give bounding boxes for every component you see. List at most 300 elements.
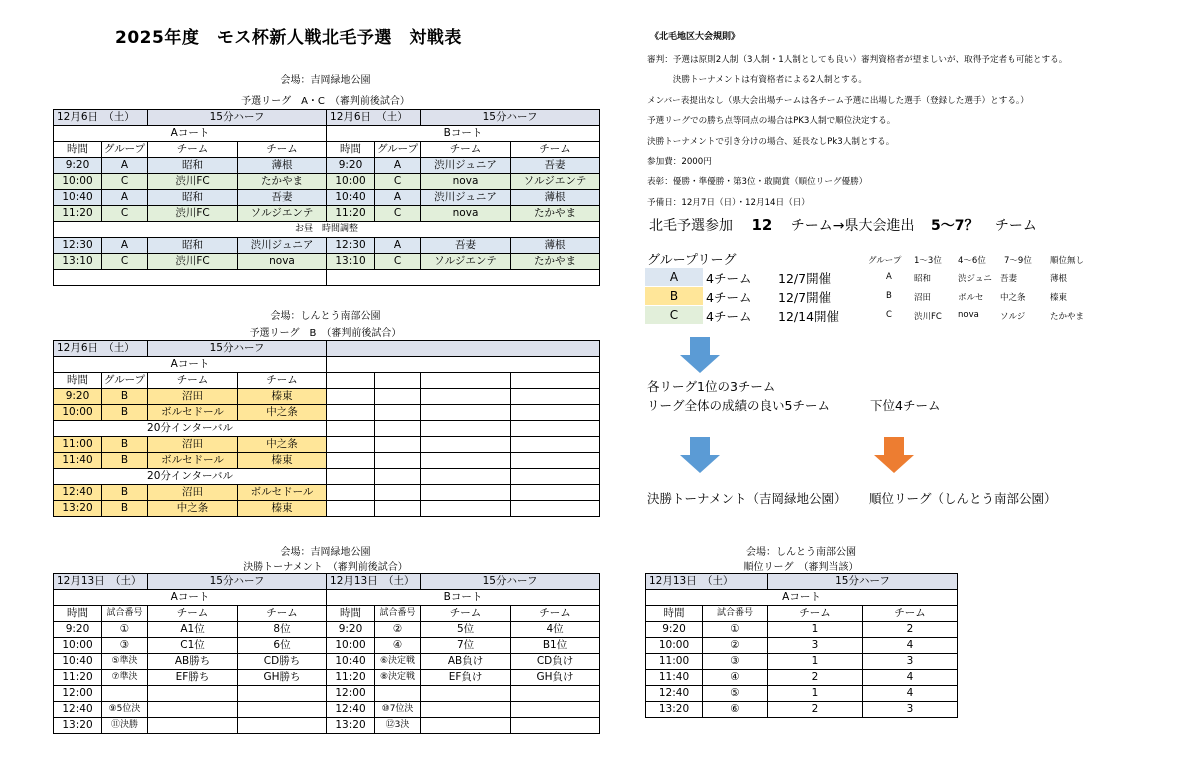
table-cell: nova [421,174,511,190]
table-cell: 試合番号 [375,606,421,622]
table-cell: 4 [863,670,958,686]
table-cell: 渋川FC [148,174,238,190]
table-cell: 6位 [238,638,327,654]
table-cell: 渋川FC [148,254,238,270]
table-cell: 8位 [238,622,327,638]
table-cell: チーム [148,142,238,158]
table-row [54,501,600,517]
column-header-row [54,142,600,158]
table-cell: ② [375,622,421,638]
table-cell: 3 [768,638,863,654]
table-cell: ボルセドール [238,485,327,501]
table-cell: CD負け [511,654,600,670]
rule-line: 審判：予選は原則2人制（3人制・1人制としても良い）審判資格者が望ましいが、取得予定者も可能とする。 [647,55,1068,65]
table-cell: 12:40 [646,686,703,702]
table-cell: 12月13日 （土） [646,574,768,590]
table-cell: 時間 [54,373,102,389]
table-cell: 10:00 [54,405,102,421]
table-cell: 2 [768,670,863,686]
table-cell: 昭和 [148,190,238,206]
qualifier-range: 5〜7？ [930,218,979,234]
table-row [54,190,600,206]
table-cell [148,702,238,718]
table-cell: チーム [863,606,958,622]
table-cell: 13:20 [327,718,375,734]
table-row [54,238,600,254]
table-cell: ③ [703,654,768,670]
table-cell: ⑤準決 [102,654,148,670]
table-cell: ⑥決定戦 [375,654,421,670]
table-row [54,622,600,638]
table-cell [375,405,421,421]
table-cell [148,718,238,734]
table-cell: チーム [768,606,863,622]
table-cell: 3 [863,702,958,718]
table-cell: 10:00 [327,174,375,190]
table-cell: 10:00 [54,174,102,190]
rule-line: 予選リーグでの勝ち点等同点の場合はPK3人制で順位決定する。 [647,116,896,127]
table-cell [327,270,600,286]
table-cell: 15分ハーフ [421,110,600,126]
table-cell [511,437,600,453]
table-row [54,453,600,469]
table-cell [421,437,511,453]
table-cell: ソルジエンテ [421,254,511,270]
table-cell [511,405,600,421]
table-cell: C [102,254,148,270]
table-cell: 沼田 [148,389,238,405]
table-cell: 時間 [327,142,375,158]
participation-summary: 北毛予選参加 12 チーム→県大会進出 5〜7？ チーム [649,216,1037,234]
table-cell [511,501,600,517]
table-cell [375,421,421,437]
table-cell [511,718,600,734]
lunch-break-label: お昼 時間調整 [54,222,600,238]
down-arrow-icon [680,437,720,473]
venue-label: 会場：吉岡緑地公園 [280,75,371,86]
table-cell: A1位 [148,622,238,638]
table-cell: 13:10 [54,254,102,270]
table-cell: チーム [148,606,238,622]
table-cell: 中之条 [148,501,238,517]
table-cell: B [102,405,148,421]
table-cell: GH負け [511,670,600,686]
table-cell [421,702,511,718]
table-cell [375,389,421,405]
table-row [54,270,600,286]
table-cell: ⑩7位決 [375,702,421,718]
table-cell: グループ [375,142,421,158]
table-row [54,437,600,453]
table-row [646,670,958,686]
table-cell: 10:00 [54,638,102,654]
table-cell: ソルジエンテ [511,174,600,190]
table-row [54,718,600,734]
table-cell: 11:40 [646,670,703,686]
table-cell: 1 [768,654,863,670]
flow-line-2: リーグ全体の成績の良い5チーム [647,398,830,413]
flow-line-1: 各リーグ1位の3チーム [647,379,776,394]
table-cell: ③ [102,638,148,654]
table-row [54,638,600,654]
table-cell: 9:20 [54,622,102,638]
table-cell: 中之条 [238,437,327,453]
table-cell: B [102,485,148,501]
table-cell: たかやま [511,254,600,270]
table-cell: ⑧決定戦 [375,670,421,686]
table-row [646,638,958,654]
table-cell: 試合番号 [102,606,148,622]
table-cell: 薄根 [238,158,327,174]
table-cell [375,469,421,485]
table-cell: 4 [863,638,958,654]
table-cell: B [102,437,148,453]
table-cell: 11:20 [54,206,102,222]
table-cell [421,373,511,389]
down-arrow-icon [874,437,914,473]
schedule-table-b [53,340,600,517]
table-cell: nova [421,206,511,222]
table-row [646,654,958,670]
table-cell: チーム [511,142,600,158]
table-cell [375,485,421,501]
table-cell [511,453,600,469]
table-cell: 中之条 [238,405,327,421]
table-cell: 10:40 [54,190,102,206]
table-cell [421,389,511,405]
table-cell [421,718,511,734]
table-row [646,702,958,718]
rule-line: 参加費：2000円 [647,157,712,168]
table-cell: 吾妻 [238,190,327,206]
table-cell: ① [102,622,148,638]
table-row [54,405,600,421]
table-cell [148,686,238,702]
table-cell: ボルセドール [148,405,238,421]
table-row [54,686,600,702]
table-cell: ⑥ [703,702,768,718]
table-cell: 15分ハーフ [148,574,327,590]
table-cell: C1位 [148,638,238,654]
table-cell: C [102,174,148,190]
table-cell [102,686,148,702]
league-label: 決勝トーナメント （審判前後試合） [243,562,408,573]
table-cell [327,389,375,405]
table-cell: 時間 [54,606,102,622]
table-cell: 12月6日 （土） [54,110,148,126]
table-cell: 13:20 [646,702,703,718]
table-cell: 榛東 [238,501,327,517]
rule-line: 予備日：12月7日（日）・12月14日（日） [647,197,810,208]
schedule-table-ac [53,109,600,286]
table-cell: チーム [238,373,327,389]
table-cell: 9:20 [54,158,102,174]
table-cell: 12:00 [54,686,102,702]
table-cell [421,686,511,702]
final-tournament-label: 決勝トーナメント（吉岡緑地公園） [647,491,847,506]
table-row [54,254,600,270]
court-a-label: Aコート [54,357,327,373]
table-row [54,174,600,190]
table-cell: ボルセドール [148,453,238,469]
table-cell [327,341,600,357]
table-cell: 11:00 [646,654,703,670]
table-cell: EF勝ち [148,670,238,686]
rules-heading: 《北毛地区大会規則》 [650,32,741,42]
table-cell: 4 [863,686,958,702]
table-cell [511,485,600,501]
table-cell [327,405,375,421]
table-cell: 沼田 [148,437,238,453]
table-cell: 9:20 [327,158,375,174]
table-row [54,158,600,174]
rule-line: 表彰：優勝・準優勝・第3位・敢闘賞（順位リーグ優勝） [647,177,868,188]
table-cell: 沼田 [148,485,238,501]
table-cell: 薄根 [511,190,600,206]
rule-line: メンバー表提出なし（県大会出場チームは各チーム予選に出場した選手（登録した選手）とする。） [647,95,1029,106]
table-cell: 渋川FC [148,206,238,222]
ranking-league-table [645,573,958,718]
table-cell: 10:40 [327,654,375,670]
table-cell: 9:20 [327,622,375,638]
court-a-label: Aコート [54,590,327,606]
venue-label: 会場：しんとう南部公園 [270,311,381,322]
table-cell: 10:40 [54,654,102,670]
table-cell [421,485,511,501]
flow-line-3: 下位4チーム [870,398,941,413]
table-cell: 11:20 [54,670,102,686]
table-cell: 渋川ジュニア [421,158,511,174]
table-cell: EF負け [421,670,511,686]
group-b-badge: B [645,287,703,305]
table-cell: AB負け [421,654,511,670]
table-cell: A [375,158,421,174]
court-a-label: Aコート [54,126,327,142]
table-cell: グループ [102,142,148,158]
table-cell: 榛東 [238,453,327,469]
table-cell: 10:40 [327,190,375,206]
table-cell: 12:00 [327,686,375,702]
table-row [646,686,958,702]
table-row [54,206,600,222]
table-cell: ① [703,622,768,638]
league-label: 順位リーグ （審判当該） [743,562,859,573]
table-cell: ② [703,638,768,654]
court-b-label: Bコート [327,590,600,606]
table-cell: C [102,206,148,222]
table-cell: 吾妻 [511,158,600,174]
table-cell: CD勝ち [238,654,327,670]
table-cell: ⑨5位決 [102,702,148,718]
table-cell [327,453,375,469]
table-cell: nova [238,254,327,270]
table-cell [327,437,375,453]
table-cell: グループ [102,373,148,389]
group-a-badge: A [645,268,703,286]
table-cell: 4位 [511,622,600,638]
table-cell [375,501,421,517]
table-cell [238,718,327,734]
table-cell: 時間 [646,606,703,622]
table-cell: B1位 [511,638,600,654]
table-cell [421,405,511,421]
table-cell: 9:20 [646,622,703,638]
table-cell: チーム [238,606,327,622]
table-cell [511,389,600,405]
table-cell: チーム [511,606,600,622]
table-cell: 13:20 [54,718,102,734]
table-cell: 3 [863,654,958,670]
table-cell: 10:00 [327,638,375,654]
table-cell: 吾妻 [421,238,511,254]
table-cell: 15分ハーフ [148,110,327,126]
table-cell [421,453,511,469]
table-cell: A [375,238,421,254]
table-cell [327,373,375,389]
table-cell: ソルジエンテ [238,206,327,222]
down-arrow-icon [680,337,720,373]
tournament-table [53,573,600,734]
table-cell: 渋川ジュニア [421,190,511,206]
interval-label: 20分インターバル [54,421,327,437]
table-row [54,485,600,501]
table-cell: 12月6日 （土） [327,110,421,126]
table-cell: A [102,158,148,174]
table-cell: 2 [768,702,863,718]
table-cell: 11:20 [327,670,375,686]
table-cell: たかやま [511,206,600,222]
table-cell: 15分ハーフ [148,341,327,357]
table-cell: 1 [768,622,863,638]
league-label: 予選リーグ B （審判前後試合） [249,328,402,339]
group-c-badge: C [645,306,703,324]
table-cell: 昭和 [148,238,238,254]
table-row [54,389,600,405]
table-cell: ⑦準決 [102,670,148,686]
table-cell: 7位 [421,638,511,654]
table-cell: チーム [238,142,327,158]
table-cell [511,702,600,718]
table-cell: C [375,254,421,270]
table-cell: AB勝ち [148,654,238,670]
table-cell: チーム [148,373,238,389]
table-cell: 薄根 [511,238,600,254]
table-cell: ⑫3決 [375,718,421,734]
table-cell: B [102,453,148,469]
table-cell: C [375,206,421,222]
table-cell [375,686,421,702]
table-cell: 12:40 [327,702,375,718]
table-cell: 13:20 [54,501,102,517]
table-cell [327,469,375,485]
table-cell [238,702,327,718]
table-cell [238,686,327,702]
rules-list [647,50,1067,213]
table-cell: ④ [703,670,768,686]
table-cell [421,421,511,437]
table-row [54,702,600,718]
table-cell: A [102,190,148,206]
league-label: 予選リーグ A・C （審判前後試合） [241,96,410,107]
table-cell [511,469,600,485]
venue-label: 会場：しんとう南部公園 [746,547,856,558]
table-cell: チーム [421,606,511,622]
table-row [54,654,600,670]
table-cell [375,373,421,389]
interval-label: 20分インターバル [54,469,327,485]
table-cell [327,501,375,517]
table-cell: 13:10 [327,254,375,270]
table-cell: 15分ハーフ [421,574,600,590]
table-cell: A [102,238,148,254]
table-cell: 12月13日 （土） [327,574,421,590]
group-league-title: グループリーグ [647,253,737,268]
court-a-label: Aコート [646,590,958,606]
page-title: 2025年度 モス杯新人戦北毛予選 対戦表 [115,28,462,48]
table-cell [375,453,421,469]
table-cell: 5位 [421,622,511,638]
table-cell: 2 [863,622,958,638]
table-cell: B [102,501,148,517]
table-cell: 12:30 [54,238,102,254]
table-cell: GH勝ち [238,670,327,686]
table-cell: 時間 [54,142,102,158]
table-cell: 1 [768,686,863,702]
table-cell [511,373,600,389]
table-cell [327,357,600,373]
table-cell [54,270,327,286]
table-cell: 12:40 [54,702,102,718]
table-cell: C [375,174,421,190]
table-cell [421,469,511,485]
table-cell: A [375,190,421,206]
table-cell: 12:40 [54,485,102,501]
table-cell: 11:40 [54,453,102,469]
table-cell: チーム [421,142,511,158]
table-cell: 渋川ジュニア [238,238,327,254]
table-cell: 昭和 [148,158,238,174]
table-cell: 15分ハーフ [768,574,958,590]
table-header-row [54,110,600,126]
table-cell: ⑤ [703,686,768,702]
table-cell: 12月13日 （土） [54,574,148,590]
table-cell: 10:00 [646,638,703,654]
table-row [646,622,958,638]
table-cell [421,501,511,517]
table-cell: ⑪決勝 [102,718,148,734]
table-cell: B [102,389,148,405]
venue-label: 会場：吉岡緑地公園 [280,547,371,558]
team-count: 12 [751,216,773,234]
table-cell [511,421,600,437]
table-cell [327,485,375,501]
table-cell [511,686,600,702]
table-cell: 11:00 [54,437,102,453]
table-cell: たかやま [238,174,327,190]
table-row [54,670,600,686]
table-cell: 11:20 [327,206,375,222]
table-cell: 時間 [327,606,375,622]
rule-line: 決勝トーナメントで引き分けの場合、延長なしPk3人制とする。 [647,136,895,147]
table-cell: 9:20 [54,389,102,405]
table-cell: ④ [375,638,421,654]
table-cell: 12月6日 （土） [54,341,148,357]
table-cell: 試合番号 [703,606,768,622]
court-b-label: Bコート [327,126,600,142]
table-cell [327,421,375,437]
ranking-league-label: 順位リーグ（しんとう南部公園） [869,491,1057,506]
table-cell [375,437,421,453]
